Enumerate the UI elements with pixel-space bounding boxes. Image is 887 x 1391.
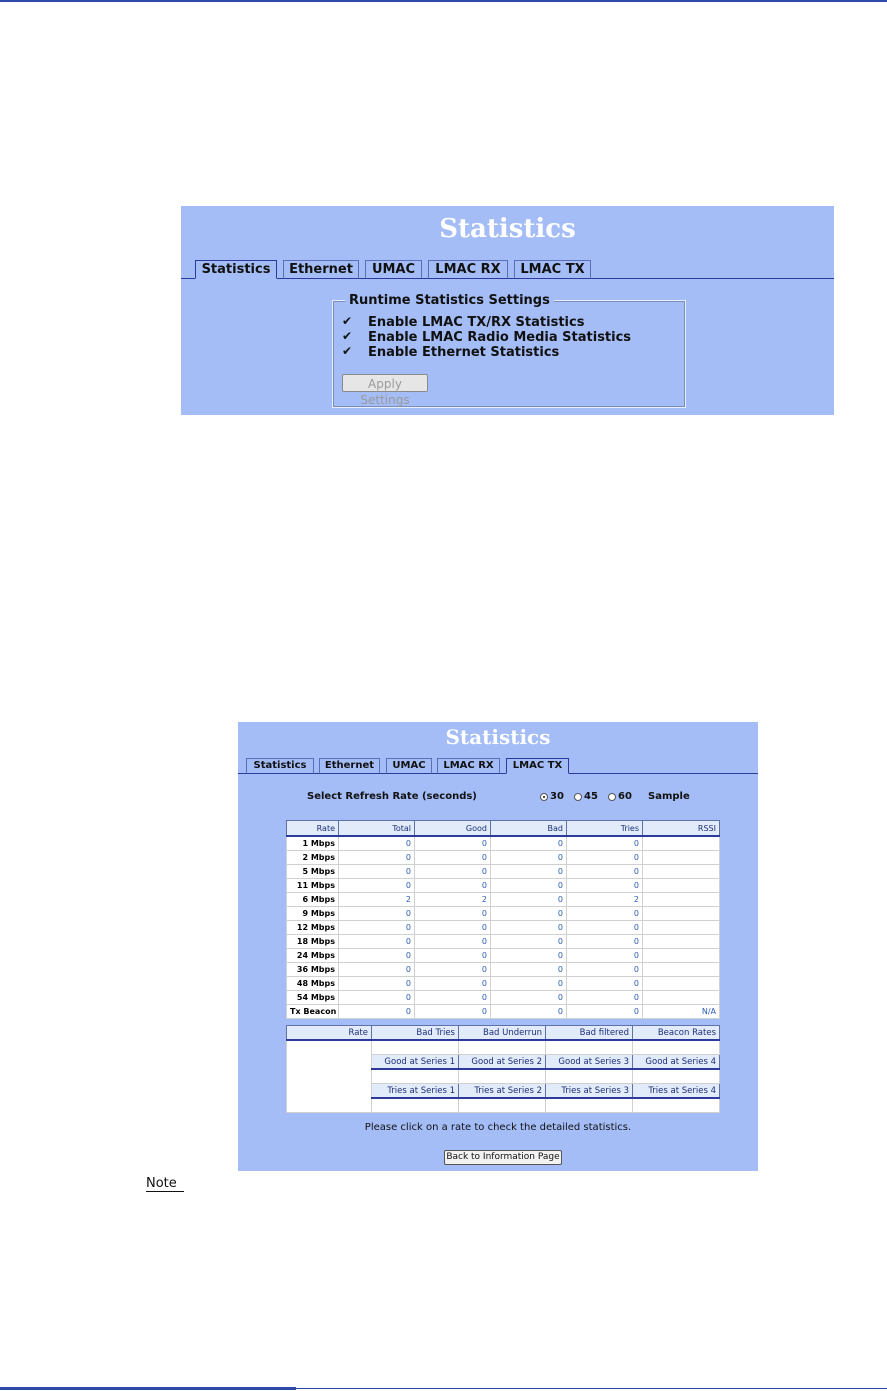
value-cell — [643, 921, 720, 935]
runtime-statistics-fieldset — [332, 293, 686, 408]
rate-cell[interactable]: 5 Mbps — [287, 865, 339, 879]
col-header-good: Good — [415, 821, 491, 837]
value-cell — [643, 879, 720, 893]
value-cell — [643, 893, 720, 907]
value-cell: 0 — [491, 963, 567, 977]
back-to-information-button[interactable]: Back to Information Page — [444, 1150, 562, 1165]
value-cell: 0 — [339, 836, 415, 851]
rate-cell[interactable]: 1 Mbps — [287, 836, 339, 851]
value-cell: 0 — [567, 921, 643, 935]
rate-cell[interactable]: 11 Mbps — [287, 879, 339, 893]
detail-cell — [633, 1040, 720, 1055]
table-row[interactable] — [287, 949, 720, 963]
statistics-settings-panel — [181, 206, 834, 415]
value-cell: 0 — [567, 1005, 643, 1019]
value-cell: 0 — [491, 851, 567, 865]
checkmark-icon[interactable]: ✔ — [342, 344, 353, 358]
detail-header-tries-s4: Tries at Series 4 — [633, 1084, 720, 1099]
value-cell: 0 — [491, 865, 567, 879]
rate-cell[interactable]: 24 Mbps — [287, 949, 339, 963]
detail-header-good-s1: Good at Series 1 — [372, 1055, 459, 1070]
detail-instruction-text: Please click on a rate to check the detailed statistics. — [364, 1122, 632, 1133]
table-row[interactable] — [287, 1005, 720, 1019]
value-cell: 0 — [491, 977, 567, 991]
note-underline — [146, 1191, 184, 1192]
tab-bar — [238, 760, 758, 774]
radio-60-label: 60 — [618, 791, 632, 802]
value-cell: 0 — [491, 893, 567, 907]
table-row[interactable] — [287, 879, 720, 893]
fieldset-legend: Runtime Statistics Settings — [345, 293, 554, 308]
checkbox-label: Enable LMAC TX/RX Statistics — [368, 315, 585, 330]
apply-settings-button[interactable]: Apply Settings — [342, 374, 428, 392]
value-cell: 0 — [491, 836, 567, 851]
tab-lmac-tx[interactable]: LMAC TX — [506, 758, 569, 774]
value-cell: 0 — [491, 1005, 567, 1019]
table-row[interactable] — [287, 963, 720, 977]
value-cell: 0 — [415, 949, 491, 963]
value-cell: 0 — [339, 907, 415, 921]
value-cell: 0 — [491, 991, 567, 1005]
value-cell: 0 — [415, 851, 491, 865]
rate-statistics-table — [286, 820, 720, 1019]
value-cell: 0 — [415, 907, 491, 921]
radio-30-label: 30 — [550, 791, 564, 802]
detail-cell — [459, 1098, 546, 1113]
value-cell: 0 — [567, 879, 643, 893]
detail-cell — [546, 1069, 633, 1084]
detail-header-good-s3: Good at Series 3 — [546, 1055, 633, 1070]
col-header-bad: Bad — [491, 821, 567, 837]
lmac-tx-statistics-panel — [238, 722, 758, 1171]
value-cell — [643, 935, 720, 949]
rate-cell[interactable]: 48 Mbps — [287, 977, 339, 991]
detail-header-row — [287, 1026, 720, 1041]
value-cell: 0 — [339, 865, 415, 879]
detail-row — [287, 1040, 720, 1055]
rate-detail-table — [286, 1025, 720, 1113]
rate-cell[interactable]: 6 Mbps — [287, 893, 339, 907]
value-cell: 0 — [491, 935, 567, 949]
checkmark-icon[interactable]: ✔ — [342, 329, 353, 343]
value-cell — [643, 836, 720, 851]
detail-cell — [372, 1069, 459, 1084]
table-row[interactable] — [287, 935, 720, 949]
detail-cell — [459, 1040, 546, 1055]
value-cell: 0 — [567, 963, 643, 977]
value-cell: 2 — [567, 893, 643, 907]
value-cell: 0 — [567, 865, 643, 879]
table-row[interactable] — [287, 893, 720, 907]
value-cell: 0 — [491, 949, 567, 963]
detail-header-bad-underrun: Bad Underrun — [459, 1026, 546, 1041]
detail-header-good-s4: Good at Series 4 — [633, 1055, 720, 1070]
value-cell: 0 — [567, 836, 643, 851]
value-cell: 0 — [339, 921, 415, 935]
tab-bar — [181, 262, 834, 279]
tab-ethernet[interactable]: Ethernet — [319, 758, 380, 774]
value-cell: N/A — [643, 1005, 720, 1019]
value-cell — [643, 963, 720, 977]
bottom-rule-accent — [0, 1387, 296, 1390]
tab-lmac-rx[interactable]: LMAC RX — [437, 758, 500, 774]
table-row[interactable] — [287, 977, 720, 991]
sample-label: Sample — [648, 791, 690, 802]
radio-30[interactable] — [540, 793, 548, 801]
value-cell: 0 — [567, 935, 643, 949]
rate-cell[interactable]: 36 Mbps — [287, 963, 339, 977]
value-cell: 0 — [415, 879, 491, 893]
detail-header-tries-s2: Tries at Series 2 — [459, 1084, 546, 1099]
value-cell — [643, 907, 720, 921]
table-header-row — [287, 821, 720, 837]
value-cell: 0 — [339, 1005, 415, 1019]
detail-header-bad-tries: Bad Tries — [372, 1026, 459, 1041]
detail-header-good-s2: Good at Series 2 — [459, 1055, 546, 1070]
rate-cell[interactable]: Tx Beacon — [287, 1005, 339, 1019]
rate-cell[interactable]: 2 Mbps — [287, 851, 339, 865]
value-cell: 2 — [339, 893, 415, 907]
value-cell: 0 — [415, 977, 491, 991]
table-row[interactable] — [287, 865, 720, 879]
table-row[interactable] — [287, 851, 720, 865]
table-row[interactable] — [287, 921, 720, 935]
detail-cell — [372, 1040, 459, 1055]
table-row[interactable] — [287, 907, 720, 921]
note-heading: Note — [146, 1176, 177, 1191]
value-cell: 0 — [415, 865, 491, 879]
value-cell: 0 — [491, 879, 567, 893]
col-header-rate: Rate — [287, 821, 339, 837]
col-header-rssi: RSSI — [643, 821, 720, 837]
table-row[interactable] — [287, 991, 720, 1005]
radio-45[interactable] — [574, 793, 582, 801]
detail-header-tries-s1: Tries at Series 1 — [372, 1084, 459, 1099]
radio-60[interactable] — [608, 793, 616, 801]
detail-header-beacon-rates: Beacon Rates — [633, 1026, 720, 1041]
value-cell: 0 — [567, 851, 643, 865]
detail-header-bad-filtered: Bad filtered — [546, 1026, 633, 1041]
value-cell: 0 — [339, 851, 415, 865]
value-cell: 0 — [339, 977, 415, 991]
rate-cell[interactable]: 12 Mbps — [287, 921, 339, 935]
value-cell: 0 — [339, 935, 415, 949]
value-cell: 0 — [415, 991, 491, 1005]
value-cell: 0 — [415, 921, 491, 935]
value-cell: 0 — [415, 836, 491, 851]
value-cell — [643, 977, 720, 991]
detail-cell — [546, 1098, 633, 1113]
tab-ethernet[interactable]: Ethernet — [283, 260, 359, 279]
tab-statistics[interactable]: Statistics — [195, 260, 277, 279]
checkbox-label: Enable LMAC Radio Media Statistics — [368, 330, 632, 345]
value-cell: 0 — [567, 991, 643, 1005]
refresh-rate-label: Select Refresh Rate (seconds) — [307, 791, 477, 802]
value-cell: 0 — [567, 949, 643, 963]
value-cell — [643, 865, 720, 879]
value-cell: 0 — [567, 977, 643, 991]
detail-rate-cell — [287, 1040, 372, 1113]
value-cell: 0 — [415, 935, 491, 949]
panel-title: Statistics — [445, 725, 551, 749]
detail-cell — [546, 1040, 633, 1055]
col-header-tries: Tries — [567, 821, 643, 837]
radio-45-label: 45 — [584, 791, 598, 802]
value-cell: 0 — [339, 963, 415, 977]
value-cell: 0 — [415, 963, 491, 977]
tab-statistics[interactable]: Statistics — [246, 758, 314, 774]
detail-cell — [633, 1069, 720, 1084]
value-cell: 0 — [339, 879, 415, 893]
checkbox-label: Enable Ethernet Statistics — [368, 345, 560, 360]
checkmark-icon[interactable]: ✔ — [342, 314, 353, 328]
panel-title: Statistics — [439, 214, 576, 244]
tab-lmac-tx[interactable]: LMAC TX — [514, 260, 591, 279]
value-cell: 0 — [491, 921, 567, 935]
detail-cell — [633, 1098, 720, 1113]
rate-cell[interactable]: 9 Mbps — [287, 907, 339, 921]
table-row[interactable] — [287, 836, 720, 851]
value-cell: 2 — [415, 893, 491, 907]
rate-cell[interactable]: 54 Mbps — [287, 991, 339, 1005]
detail-header-tries-s3: Tries at Series 3 — [546, 1084, 633, 1099]
value-cell: 0 — [491, 907, 567, 921]
detail-header-rate: Rate — [287, 1026, 372, 1041]
col-header-total: Total — [339, 821, 415, 837]
value-cell — [643, 851, 720, 865]
value-cell — [643, 949, 720, 963]
tab-umac[interactable]: UMAC — [365, 260, 422, 279]
top-rule — [0, 0, 887, 2]
value-cell: 0 — [339, 991, 415, 1005]
detail-cell — [372, 1098, 459, 1113]
rate-cell[interactable]: 18 Mbps — [287, 935, 339, 949]
tab-umac[interactable]: UMAC — [386, 758, 432, 774]
value-cell: 0 — [339, 949, 415, 963]
value-cell — [643, 991, 720, 1005]
tab-lmac-rx[interactable]: LMAC RX — [428, 260, 508, 279]
value-cell: 0 — [567, 907, 643, 921]
detail-cell — [459, 1069, 546, 1084]
value-cell: 0 — [415, 1005, 491, 1019]
